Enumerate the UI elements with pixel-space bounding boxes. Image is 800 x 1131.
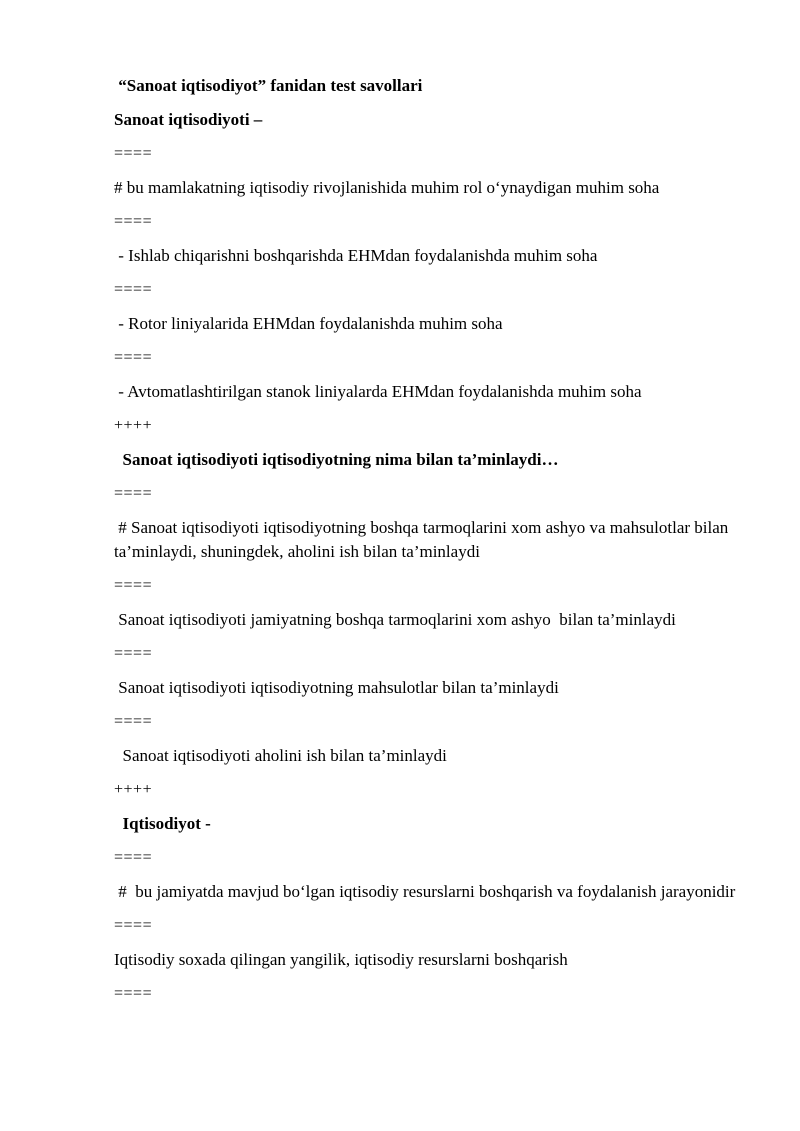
answer-option: # Sanoat iqtisodiyoti iqtisodiyotning boshqa tarmoqlarini xom ashyo va mahsulotlar bilan ta’minlaydi, shuningdek, aholini ish bilan ta’minlaydi	[114, 518, 733, 561]
answer-option: - Ishlab chiqarishni boshqarishda EHMdan foydalanishda muhim soha	[114, 246, 598, 265]
question-end-marker: ++++	[114, 417, 153, 434]
option-separator: ====	[114, 281, 153, 298]
question-end-marker: ++++	[114, 781, 153, 798]
option-separator: ====	[114, 985, 153, 1002]
question-text: Sanoat iqtisodiyoti –	[114, 110, 263, 129]
option-separator: ====	[114, 917, 153, 934]
answer-option: Sanoat iqtisodiyoti iqtisodiyotning mahsulotlar bilan ta’minlaydi	[114, 678, 559, 697]
question-text: Sanoat iqtisodiyoti iqtisodiyotning nima bilan ta’minlaydi…	[114, 450, 559, 469]
option-separator: ====	[114, 645, 153, 662]
question-text: Iqtisodiyot -	[114, 814, 211, 833]
answer-option: # bu jamiyatda mavjud bo‘lgan iqtisodiy resurslarni boshqarish va foydalanish jarayonidir	[114, 882, 736, 901]
answer-option: Sanoat iqtisodiyoti jamiyatning boshqa tarmoqlarini xom ashyo bilan ta’minlaydi	[114, 610, 676, 629]
document-body	[114, 74, 754, 1016]
option-separator: ====	[114, 485, 153, 502]
answer-option: Sanoat iqtisodiyoti aholini ish bilan ta’minlaydi	[114, 746, 447, 765]
option-separator: ====	[114, 577, 153, 594]
answer-option: - Avtomatlashtirilgan stanok liniyalarda EHMdan foydalanishda muhim soha	[114, 382, 642, 401]
answer-option: # bu mamlakatning iqtisodiy rivojlanishida muhim rol o‘ynaydigan muhim soha	[114, 178, 660, 197]
answer-option: - Rotor liniyalarida EHMdan foydalanishda muhim soha	[114, 314, 503, 333]
document-title: “Sanoat iqtisodiyot” fanidan test savollari	[114, 76, 423, 95]
option-separator: ====	[114, 849, 153, 866]
option-separator: ====	[114, 713, 153, 730]
option-separator: ====	[114, 145, 153, 162]
option-separator: ====	[114, 213, 153, 230]
option-separator: ====	[114, 349, 153, 366]
answer-option: Iqtisodiy soxada qilingan yangilik, iqtisodiy resurslarni boshqarish	[114, 950, 568, 969]
